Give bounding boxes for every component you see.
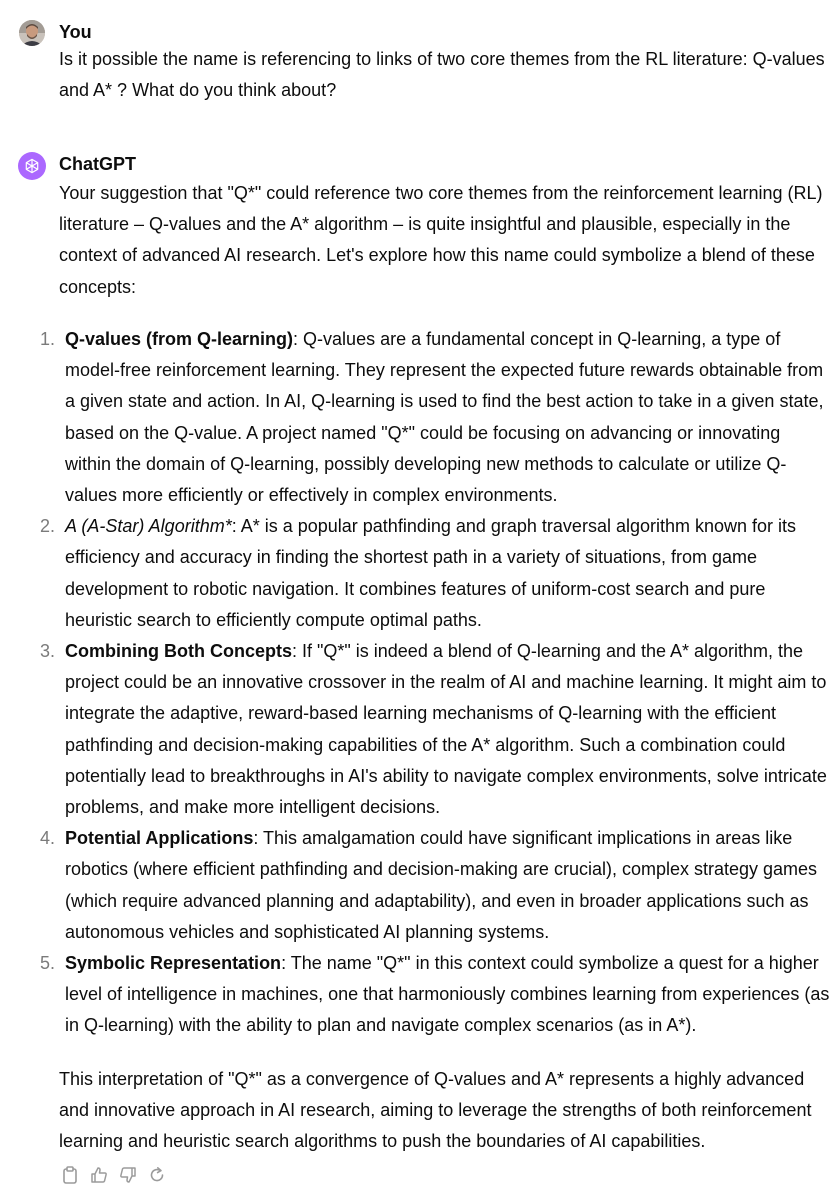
- list-item-number: 4.: [40, 828, 56, 849]
- user-avatar-photo: [19, 20, 45, 46]
- list-item-text: : A* is a popular pathfinding and graph traversal algorithm known for its efficiency and accuracy in finding the shortest path in a variety of situations, from game development to robotic navigation. It combines features of uniform-cost search and pure heuristic search to efficiently compute optimal paths.: [65, 516, 797, 630]
- list-item: [40, 948, 830, 1042]
- assistant-author-name: ChatGPT: [59, 154, 137, 174]
- list-item-heading: Symbolic Representation: [65, 953, 282, 974]
- list-item-heading: Potential Applications: [65, 828, 254, 849]
- numbered-list: [40, 324, 830, 1042]
- list-item-number: 5.: [40, 953, 56, 974]
- list-item-number: 1.: [40, 329, 56, 349]
- thumbs-down-button[interactable]: [117, 1164, 139, 1186]
- assistant-intro-text: Your suggestion that "Q*" could reference two core themes from the reinforcement learning (RL) literature – Q-values and the A* algorithm – is quite insightful and plausible, especially in the context of advanced AI research. Let's explore how this name could symbolize a blend of these concepts:: [59, 183, 823, 297]
- thumbs-up-icon: [90, 1166, 108, 1184]
- thumbs-up-button[interactable]: [88, 1164, 110, 1186]
- clipboard-icon: [62, 1166, 78, 1184]
- user-avatar: [19, 20, 45, 46]
- list-item-text: : Q-values are a fundamental concept in Q-learning, a type of model-free reinforcement learning. They represent the expected future rewards obtainable from a given state and action. In AI, Q-learning is used to find the best action to take in a given state, based on the Q-value. A project named "Q*" could be focusing on advancing or innovating within the domain of Q-learning, possibly developing new methods to calculate or utilize Q-values more efficiently or effectively in complex environments.: [65, 329, 824, 506]
- thumbs-down-icon: [119, 1166, 137, 1184]
- list-item-text: : The name "Q*" in this context could symbolize a quest for a higher level of intelligence in machines, one that harmoniously combines learning from experiences (as in Q-learning) with the ability to plan and navigate complex scenarios (as in A*).: [65, 953, 830, 1036]
- regenerate-icon: [148, 1166, 166, 1184]
- list-item-text: : This amalgamation could have significant implications in areas like robotics (where efficient pathfinding and decision-making are crucial), complex strategy games (which require advanced planning and adaptability), and even in broader applications such as autonomous vehicles and sophisticated AI planning systems.: [65, 828, 818, 942]
- list-item-heading: Q-values (from Q-learning): [65, 329, 294, 349]
- user-message-text: Is it possible the name is referencing to links of two core themes from the RL literature: Q-values and A* ? What do you think about?: [59, 49, 825, 101]
- copy-button[interactable]: [59, 1164, 81, 1186]
- list-item: [40, 511, 830, 636]
- list-item-heading: A (A-Star) Algorithm*: [65, 516, 232, 537]
- list-item-text: : If "Q*" is indeed a blend of Q-learning and the A* algorithm, the project could be an innovative crossover in the realm of AI and machine learning. It might aim to integrate the adaptive, reward-based learning mechanisms of Q-learning with the efficient pathfinding and decision-making capabilities of the A* algorithm. Such a combination could potentially lead to breakthroughs in AI's ability to navigate complex environments, solve intricate problems, and make more intelligent decisions.: [65, 641, 827, 818]
- list-item-number: 2.: [40, 516, 56, 537]
- list-item: [40, 636, 830, 823]
- list-item: [40, 823, 830, 948]
- list-item: [40, 324, 830, 511]
- openai-logo-icon: [23, 157, 41, 175]
- list-item-number: 3.: [40, 641, 56, 662]
- assistant-avatar: [18, 152, 46, 180]
- list-item-heading: Combining Both Concepts: [65, 641, 292, 662]
- message-actions: [59, 1164, 168, 1186]
- regenerate-button[interactable]: [146, 1164, 168, 1186]
- user-author-name: You: [59, 22, 92, 42]
- assistant-closing-text: This interpretation of "Q*" as a convergence of Q-values and A* represents a highly advanced and innovative approach in AI research, aiming to leverage the strengths of both reinforcement learning and heuristic search algorithms to push the boundaries of AI capabilities.: [59, 1069, 812, 1152]
